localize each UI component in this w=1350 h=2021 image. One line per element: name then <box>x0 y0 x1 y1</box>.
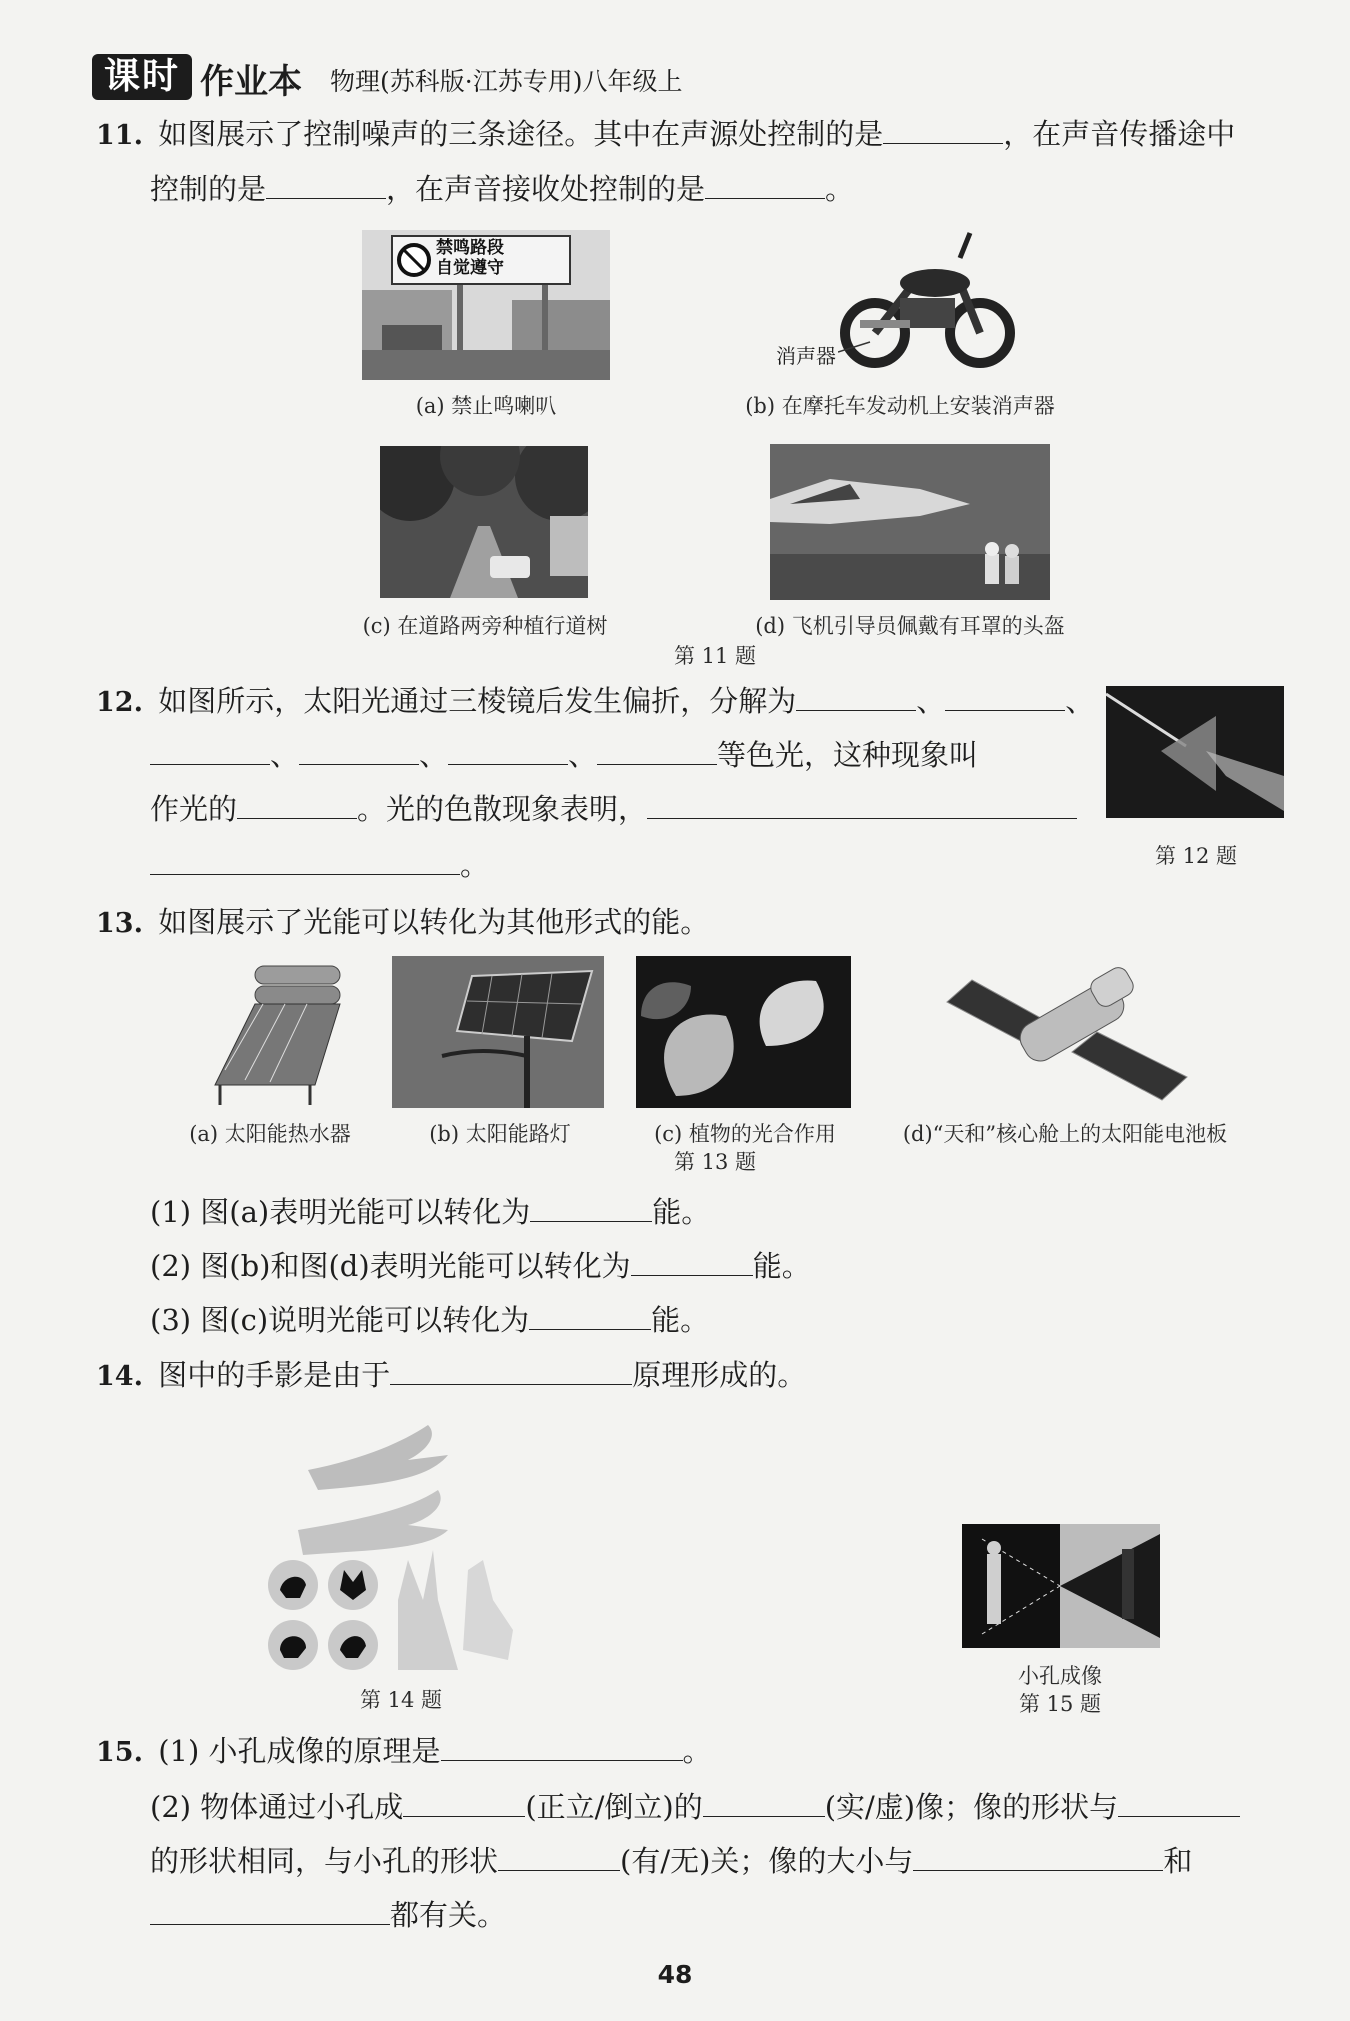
question-text: (1) 小孔成像的原理是 <box>158 1734 441 1768</box>
answer-blank[interactable] <box>150 734 270 765</box>
photo-solar-street-lamp <box>392 956 604 1108</box>
photo-plant-leaves <box>636 956 851 1108</box>
answer-blank[interactable] <box>266 168 386 199</box>
answer-blank[interactable] <box>150 844 460 875</box>
question-number: 12. <box>96 687 143 718</box>
hand-shadow-illustration <box>258 1400 548 1670</box>
photo-tianhe-module <box>942 962 1192 1102</box>
separator: 、 <box>916 684 946 718</box>
sign-line: 禁鸣路段 <box>436 238 504 258</box>
question-text: 如图展示了控制噪声的三条途径。其中在声源处控制的是 <box>158 117 884 151</box>
caption-13a: (a) 太阳能热水器 <box>189 1122 351 1146</box>
caption-13d: (d)“天和”核心舱上的太阳能电池板 <box>902 1122 1228 1146</box>
question-text: 能。 <box>752 1249 811 1283</box>
question-text: 作光的 <box>150 792 238 826</box>
question-text: 。 <box>825 172 855 206</box>
question-text: 都有关。 <box>390 1898 507 1932</box>
road-trees-illustration <box>380 446 588 598</box>
question-number: 14. <box>96 1361 143 1392</box>
photo-tree-lined-road <box>380 446 588 598</box>
question-text: 如图展示了光能可以转化为其他形式的能。 <box>158 905 710 939</box>
answer-blank[interactable] <box>441 1730 683 1761</box>
question-13-sub2 <box>150 1245 811 1286</box>
caption-b: (b) 在摩托车发动机上安装消声器 <box>745 394 1055 418</box>
question-11-line2 <box>150 168 854 209</box>
leaves-illustration <box>636 956 851 1108</box>
answer-blank[interactable] <box>631 1245 753 1276</box>
question-12-line2 <box>150 734 978 775</box>
solar-heater-illustration <box>205 960 345 1110</box>
photo-pinhole-imaging <box>962 1524 1160 1648</box>
question-text: 能。 <box>651 1303 710 1337</box>
caption-d: (d) 飞机引导员佩戴有耳罩的头盔 <box>755 614 1065 638</box>
solar-lamp-illustration <box>392 956 604 1108</box>
answer-blank[interactable] <box>299 734 419 765</box>
question-15-line3 <box>150 1840 1192 1881</box>
answer-blank[interactable] <box>150 1894 390 1925</box>
question-text: (3) 图(c)说明光能可以转化为 <box>150 1303 530 1337</box>
question-text: 的形状相同，与小孔的形状 <box>150 1844 499 1878</box>
answer-blank[interactable] <box>403 1786 525 1817</box>
question-text: (2) 物体通过小孔成 <box>150 1790 404 1824</box>
separator: 、 <box>568 738 598 772</box>
answer-blank[interactable] <box>498 1840 620 1871</box>
question-13-sub3 <box>150 1299 709 1340</box>
page-number: 48 <box>657 1960 693 1989</box>
question-12-line3 <box>150 788 1077 829</box>
question-text: ，在声音传播途中 <box>1003 117 1236 151</box>
caption-a: (a) 禁止鸣喇叭 <box>415 394 557 418</box>
pinhole-illustration <box>962 1524 1160 1648</box>
space-station-illustration <box>942 962 1192 1102</box>
answer-blank[interactable] <box>390 1354 632 1385</box>
question-text: (2) 图(b)和图(d)表明光能可以转化为 <box>150 1249 631 1283</box>
question-text: (1) 图(a)表明光能可以转化为 <box>150 1195 531 1229</box>
muffler-label: 消声器 <box>776 344 836 368</box>
question-14-stem <box>96 1354 806 1397</box>
figure-12-label: 第 12 题 <box>1154 844 1238 868</box>
answer-blank[interactable] <box>647 788 1077 819</box>
answer-blank[interactable] <box>530 1191 652 1222</box>
pinhole-caption: 小孔成像 <box>1018 1664 1102 1688</box>
photo-hand-shadows <box>258 1400 548 1670</box>
caption-13b: (b) 太阳能路灯 <box>429 1122 571 1146</box>
question-15-line4 <box>150 1894 506 1935</box>
question-13-sub1 <box>150 1191 710 1232</box>
answer-blank[interactable] <box>529 1299 651 1330</box>
figure-15-label: 第 15 题 <box>1018 1692 1102 1716</box>
publisher-logo: 课时 <box>92 54 192 100</box>
question-text: (有/无)关；像的大小与 <box>620 1844 914 1878</box>
question-text: 和 <box>1163 1844 1193 1878</box>
question-number: 11. <box>96 120 143 151</box>
sign-line: 自觉遵守 <box>436 258 504 278</box>
question-text: 。 <box>460 848 490 882</box>
question-text: 控制的是 <box>150 172 267 206</box>
figure-11-label: 第 11 题 <box>673 644 757 668</box>
question-12-line4 <box>150 844 489 885</box>
question-text: ，在声音接收处控制的是 <box>386 172 706 206</box>
figure-14-label: 第 14 题 <box>359 1688 443 1712</box>
book-subtitle: 物理(苏科版·江苏专用)八年级上 <box>330 67 683 96</box>
sign-text <box>436 238 504 278</box>
answer-blank[interactable] <box>945 680 1065 711</box>
question-text: 能。 <box>652 1195 711 1229</box>
answer-blank[interactable] <box>237 788 357 819</box>
question-text: 等色光，这种现象叫 <box>717 738 979 772</box>
answer-blank[interactable] <box>913 1840 1163 1871</box>
question-text: (实/虚)像；像的形状与 <box>824 1790 1119 1824</box>
answer-blank[interactable] <box>883 113 1003 144</box>
separator: 、 <box>1065 684 1095 718</box>
question-text: 。光的色散现象表明， <box>357 792 648 826</box>
separator: 、 <box>270 738 300 772</box>
caption-13c: (c) 植物的光合作用 <box>654 1122 836 1146</box>
answer-blank[interactable] <box>703 1786 825 1817</box>
question-11-line1 <box>96 113 1235 156</box>
question-number: 13. <box>96 908 143 939</box>
question-text: 如图所示，太阳光通过三棱镜后发生偏折，分解为 <box>158 684 797 718</box>
question-15-line2 <box>150 1786 1240 1827</box>
separator: 、 <box>419 738 449 772</box>
photo-aircraft-director <box>770 444 1050 600</box>
photo-prism <box>1106 686 1284 818</box>
book-title: 作业本 <box>200 62 302 102</box>
answer-blank[interactable] <box>705 168 825 199</box>
answer-blank[interactable] <box>1118 1786 1240 1817</box>
question-text: (正立/倒立)的 <box>525 1790 703 1824</box>
muffler-pointer-line <box>838 340 872 356</box>
question-15-line1 <box>96 1730 712 1773</box>
figure-13-label: 第 13 题 <box>673 1150 757 1174</box>
answer-blank[interactable] <box>796 680 916 711</box>
question-13-stem <box>96 902 709 944</box>
question-text: 图中的手影是由于 <box>158 1358 391 1392</box>
caption-c: (c) 在道路两旁种植行道树 <box>362 614 608 638</box>
question-12-line1 <box>96 680 1094 723</box>
question-number: 15. <box>96 1737 143 1768</box>
question-text: 。 <box>682 1734 712 1768</box>
photo-solar-water-heater <box>205 960 345 1110</box>
question-text: 原理形成的。 <box>632 1358 807 1392</box>
answer-blank[interactable] <box>597 734 717 765</box>
prism-dispersion-illustration <box>1106 686 1284 818</box>
jet-deck-illustration <box>770 444 1050 600</box>
answer-blank[interactable] <box>448 734 568 765</box>
